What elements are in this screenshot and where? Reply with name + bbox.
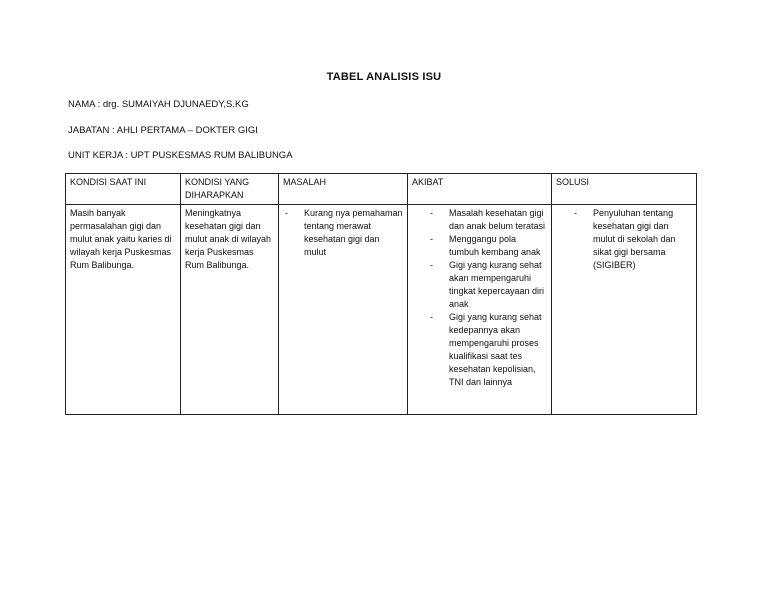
cell-kondisi-diharapkan: Meningkatnya kesehatan gigi dan mulut anak di wilayah kerja Puskesmas Rum Balibunga. — [181, 205, 279, 415]
list-item: - Penyuluhan tentang kesehatan gigi dan mulut di sekolah dan sikat gigi bersama (SIGIBER) — [572, 207, 692, 272]
solusi-list — [556, 207, 692, 272]
list-item: - Gigi yang kurang sehat akan mempengaruhi tingkat kepercayaan diri anak — [428, 259, 547, 311]
table-row — [66, 205, 697, 415]
nama-line: NAMA : drg. SUMAIYAH DJUNAEDY,S.KG — [68, 99, 249, 110]
list-item: - Gigi yang kurang sehat kedepannya akan mempengaruhi proses kualifikasi saat tes kesehatan kepolisian, TNI dan lainnya — [428, 311, 547, 389]
masalah-list — [283, 207, 403, 259]
header-akibat: AKIBAT — [408, 174, 552, 205]
cell-solusi — [552, 205, 697, 415]
document-title: TABEL ANALISIS ISU — [326, 71, 442, 83]
list-item: - Masalah kesehatan gigi dan anak belum teratasi — [428, 207, 547, 233]
header-masalah: MASALAH — [279, 174, 408, 205]
cell-akibat — [408, 205, 552, 415]
cell-kondisi-saat-ini: Masih banyak permasalahan gigi dan mulut anak yaitu karies di wilayah kerja Puskesmas Rum Balibunga. — [66, 205, 181, 415]
cell-masalah — [279, 205, 408, 415]
list-item: - Kurang nya pemahaman tentang merawat kesehatan gigi dan mulut — [283, 207, 403, 259]
header-kondisi-diharapkan: KONDISI YANG DIHARAPKAN — [181, 174, 279, 205]
jabatan-line: JABATAN : AHLI PERTAMA – DOKTER GIGI — [68, 125, 258, 136]
unit-kerja-line: UNIT KERJA : UPT PUSKESMAS RUM BALIBUNGA — [68, 150, 293, 161]
list-item: - Menggangu pola tumbuh kembang anak — [428, 233, 547, 259]
header-solusi: SOLUSI — [552, 174, 697, 205]
header-kondisi-saat-ini: KONDISI SAAT INI — [66, 174, 181, 205]
akibat-list — [412, 207, 547, 389]
issue-analysis-table — [65, 173, 697, 415]
table-header-row — [66, 174, 697, 205]
